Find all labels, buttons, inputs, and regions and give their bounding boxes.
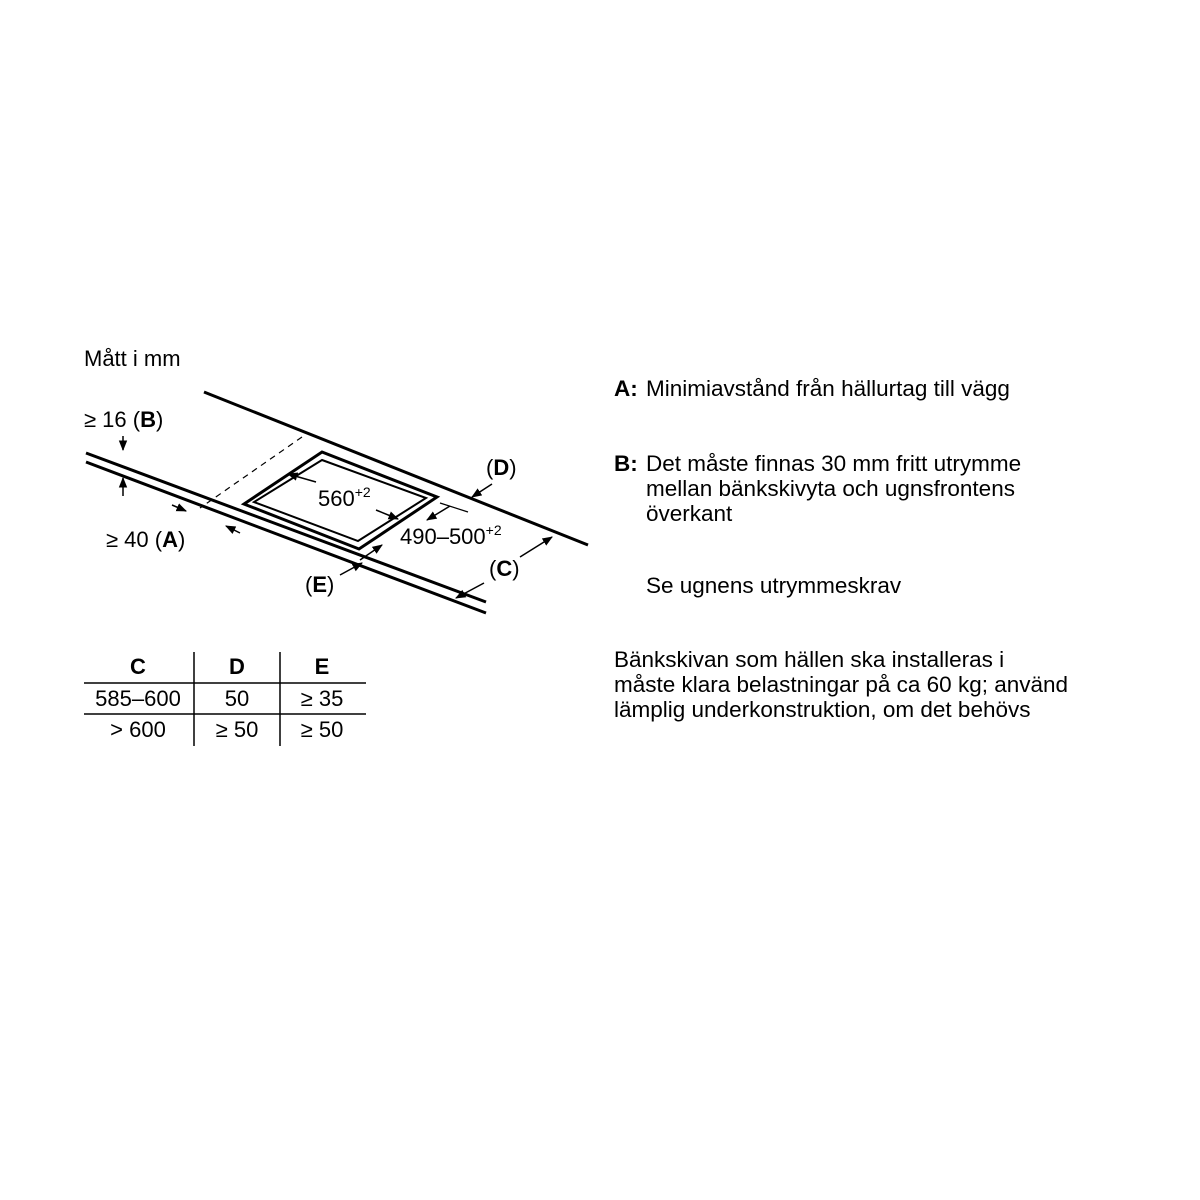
legend-a-key: A: [614, 376, 638, 401]
depth-label: $490-500^{+2}$ [400, 522, 502, 549]
note-oven-text: Se ugnens utrymmeskrav [646, 573, 902, 598]
a-arrow-right [226, 526, 240, 533]
table-cell: 585–600 [95, 686, 181, 711]
e-label: (E) [305, 572, 335, 597]
depth-ext-line [440, 503, 468, 512]
note-load [614, 647, 1068, 722]
e-arrow [340, 563, 362, 575]
table-cell: 50 [224, 686, 250, 711]
width-arrow-right [376, 510, 398, 519]
legend-b-key: B: [614, 451, 638, 476]
a-arrow-left [172, 505, 186, 511]
table-cell: ≥ 35 [300, 686, 344, 711]
note-oven [646, 573, 901, 598]
b-label: ≥ 16 (B) [84, 407, 164, 432]
table-cell: ≥ 50 [300, 717, 344, 742]
d-label: (D) [486, 455, 517, 480]
units-caption: Mått i mm [84, 346, 181, 371]
wall-reference-line [200, 437, 302, 508]
legend-b-text: Det måste finnas 30 mm fritt utrymme mellan bänkskivyta och ugnsfrontens överkant [646, 451, 1022, 526]
table-header-c: C [130, 654, 146, 679]
a-label: ≥ 40 (A) [106, 527, 186, 552]
table-cell: ≥ 50 [215, 717, 259, 742]
note-load-text: Bänkskivan som hällen ska installeras i måste klara belastningar på ca 60 kg; använd lämplig underkonstruktion, om det behövs [614, 647, 1069, 722]
c-arrow-top [520, 537, 552, 557]
legend-a [614, 376, 1010, 401]
width-label: $560^{+2}$ [318, 484, 371, 511]
d-arrow [472, 484, 492, 497]
c-label: (C) [489, 556, 520, 581]
dimension-table [84, 652, 366, 746]
worktop-back-edge [204, 392, 588, 545]
table-header-e: E [314, 654, 330, 679]
table-cell: > 600 [110, 717, 166, 742]
legend-b [614, 451, 1021, 526]
depth-arrow-top [427, 506, 450, 520]
legend-a-text: Minimiavstånd från hällurtag till vägg [646, 376, 1010, 401]
table-header-d: D [229, 654, 245, 679]
